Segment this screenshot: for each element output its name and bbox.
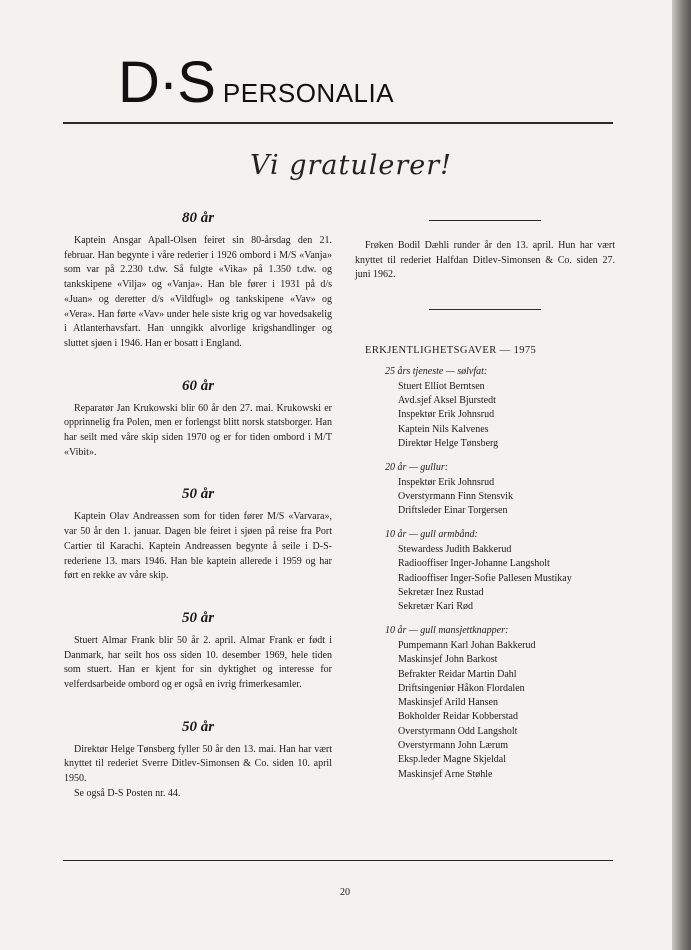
age-title: 50 år: [181, 718, 215, 735]
award-recipient: Radiooffiser Inger-Sofie Pallesen Mustikay: [398, 572, 572, 584]
separator-line: [429, 220, 541, 221]
award-recipient: Inspektør Erik Johnsrud: [398, 476, 495, 488]
award-recipient: Driftsingeniør Håkon Flordalen: [398, 682, 525, 694]
section-title: PERSONALIA: [222, 78, 395, 108]
award-recipient: Kaptein Nils Kalvenes: [398, 423, 489, 435]
award-recipient: Pumpemann Karl Johan Bakkerud: [398, 639, 536, 651]
entry-text: Stuert Almar Frank blir 50 år 2. april. Almar Frank er født i Danmark, har seilt hos oss siden 10. desember 1969, hele tiden som stuert. Han er kjent for sin dyktighet og interesse for velferdsarbeide ombord og er også en ivrig frimerkesamler.: [64, 634, 332, 691]
award-group: [385, 461, 615, 518]
award-group-title: 20 år — gullur:: [385, 462, 449, 474]
entry-text: Kaptein Ansgar Apall-Olsen feiret sin 80-årsdag den 21. februar. Han begynte i våre rederier i 1926 ombord i M/S «Vanja» som var på 2.230 t.dw. Så fulgte «Vika» på 1.350 t.dw. og tankskipene «Vilja» og «Vanja». Han ble fører i 1931 på d/s «Juan» og deretter d/s «Vildfugl» og tankskipene «Vav» og «Vera». Han førte «Vav» under hele siste krig og var hovedsakelig i Atlanterhavsfart. Han unngikk alvorlige krigshandlinger og sluttet sjøen i 1946. Han er bosatt i England.: [64, 235, 332, 349]
age-title: 50 år: [181, 609, 215, 626]
separator-line: [429, 309, 541, 310]
entry-text: Kaptein Olav Andreassen som for tiden fører M/S «Varvara», var 50 år den 1. januar. Dagen ble feiret i sjøen på reise fra Port Cartier til Karachi. Kaptein Andreassen begynte å seile i D-S-rederiene 13. mars 1946. Han ble kaptein allerede i 1959 og har ført en rekke av våre skip.: [64, 511, 332, 582]
birthday-entry: [64, 608, 332, 693]
award-recipient: Sekretær Kari Rød: [398, 601, 473, 613]
award-group: [385, 365, 615, 451]
award-recipient: Radiooffiser Inger-Johanne Langsholt: [398, 558, 550, 570]
award-recipient: Bokholder Reidar Kobberstad: [398, 711, 518, 723]
notice-text: Frøken Bodil Dæhli runder år den 13. april. Hun har vært knyttet til rederiet Halfdan Ditlev-Simonsen & Co. siden 27. juni 1962.: [355, 240, 615, 281]
award-recipient: Direktør Helge Tønsberg: [398, 437, 499, 449]
award-recipient: Stewardess Judith Bakkerud: [398, 543, 512, 555]
right-column: [355, 208, 615, 792]
ds-logo: D·S: [118, 50, 215, 115]
birthday-entry: [64, 484, 332, 584]
award-recipient: Driftsleder Einar Torgersen: [398, 505, 508, 517]
award-recipient: Stuert Elliot Berntsen: [398, 380, 485, 392]
birthday-column: [64, 208, 332, 826]
award-recipient: Maskinsjef John Barkost: [398, 654, 498, 666]
page-header: [118, 48, 394, 118]
award-recipient: Sekretær Inez Rustad: [398, 586, 484, 598]
birthday-entry: [64, 208, 332, 352]
age-title: 50 år: [181, 486, 215, 503]
award-group: [385, 528, 615, 614]
footer-rule: [63, 860, 613, 861]
award-group-title: 10 år — gull mansjettknapper:: [385, 625, 509, 637]
award-group: [385, 624, 615, 781]
page-edge-shadow: [672, 0, 691, 950]
award-group-title: 10 år — gull armbånd:: [385, 529, 478, 541]
award-recipient: Maskinsjef Arne Støhle: [398, 768, 493, 780]
entry-text: Direktør Helge Tønsberg fyller 50 år den 13. mai. Han har vært knyttet til rederiet Sverre Ditlev-Simonsen & Co. siden 10. april 1950.: [64, 743, 332, 785]
award-recipient: Inspektør Erik Johnsrud: [398, 409, 495, 421]
page-number: 20: [340, 887, 350, 898]
award-recipient: Avd.sjef Aksel Bjurstedt: [398, 394, 496, 406]
award-recipient: Maskinsjef Arild Hansen: [398, 697, 498, 709]
award-group-title: 25 års tjeneste — sølvfat:: [385, 366, 488, 378]
award-recipient: Overstyrmann Odd Langsholt: [398, 725, 518, 737]
age-title: 60 år: [181, 377, 215, 394]
birthday-entry: [64, 717, 332, 802]
award-recipient: Befrakter Reidar Martin Dahl: [398, 668, 517, 680]
entry-text: Reparatør Jan Krukowski blir 60 år den 27. mai. Krukowski er opprinnelig fra Polen, men er forlengst blitt norsk statsborger. Han har seilt med våre skip siden 1970 og er for tiden ombord i M/T «Vibit».: [64, 402, 332, 458]
entry-text: Se også D-S Posten nr. 44.: [74, 787, 181, 799]
award-recipient: Overstyrmann Finn Stensvik: [398, 490, 513, 502]
header-rule: [63, 122, 613, 124]
awards-heading: ERKJENTLIGHETSGAVER — 1975: [365, 345, 537, 357]
award-recipient: Eksp.leder Magne Skjeldal: [398, 754, 507, 766]
award-recipient: Overstyrmann John Lærum: [398, 740, 508, 752]
age-title: 80 år: [181, 210, 215, 226]
birthday-entry: [64, 376, 332, 461]
greeting-heading: Vi gratulerer!: [250, 150, 453, 181]
